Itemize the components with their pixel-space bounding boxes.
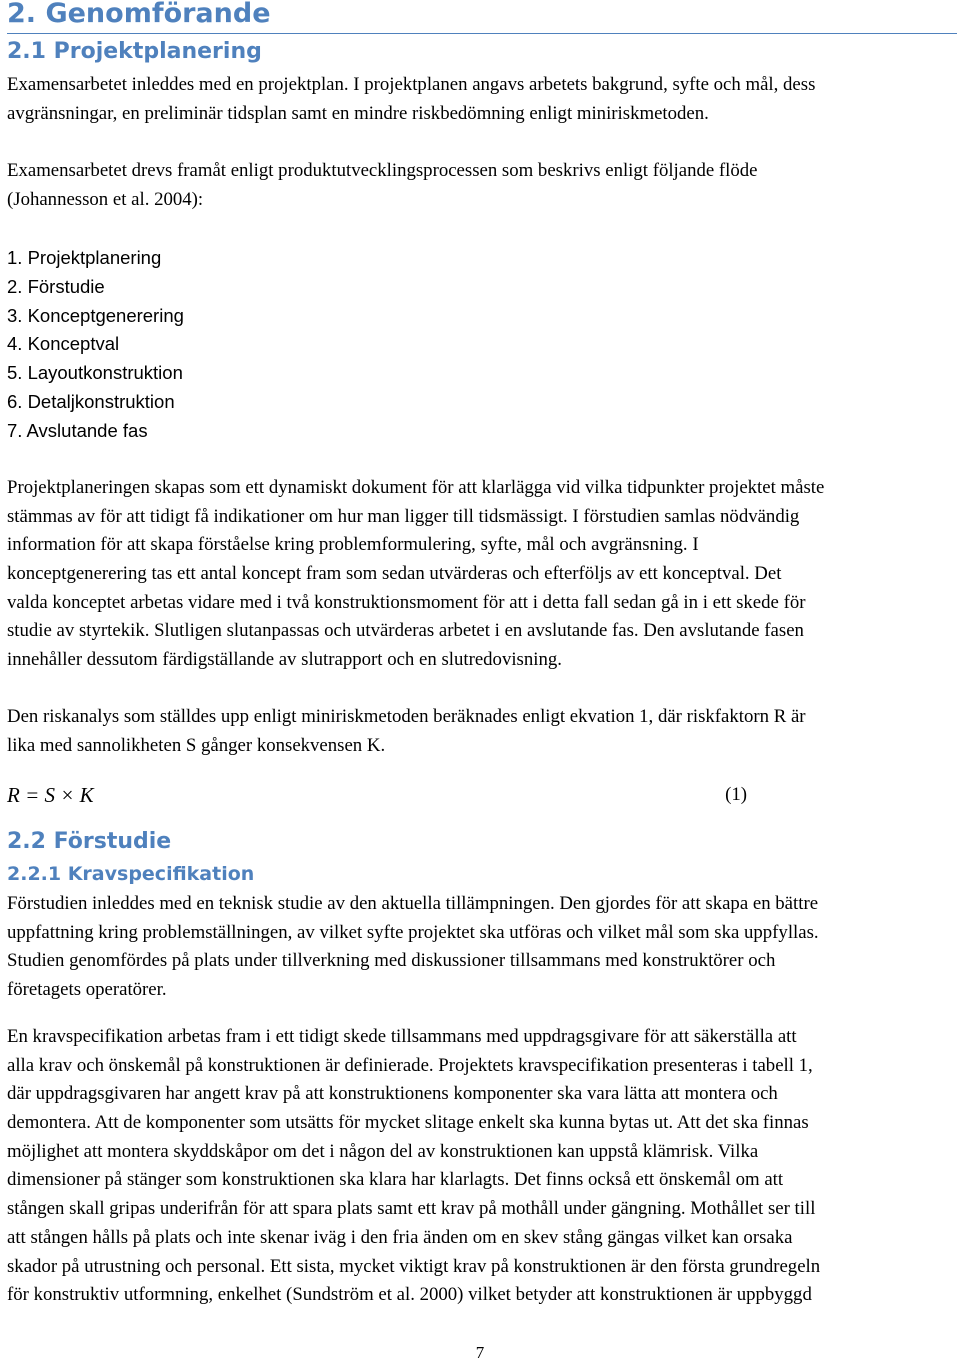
text-line: Projektplaneringen skapas som ett dynamiskt dokument för att klarlägga vid vilka tidpunkter projektet måste — [7, 477, 825, 498]
list-item: 5. Layoutkonstruktion — [7, 362, 183, 384]
text-line: studie av styrtekik. Slutligen slutanpassas och utvärderas arbetet i en avslutande fas. Den avslutande fasen — [7, 620, 804, 642]
text-line: alla krav och önskemål på konstruktionen är definierade. Projektets kravspecifikation presenteras i tabell 1, — [7, 1054, 813, 1076]
text-line: företagets operatörer. — [7, 979, 167, 1001]
list-item: 2. Förstudie — [7, 275, 105, 297]
list-item: 6. Detaljkonstruktion — [7, 390, 175, 412]
text-line: skador på utrustning och personal. Ett sista, mycket viktigt krav på konstruktionen är den första grundregeln — [7, 1255, 821, 1277]
paragraph-process — [7, 157, 957, 214]
text-line: valda konceptet arbetas vidare med i två konstruktionsmoment för att i detta fall sedan gå in i ett skede för — [7, 591, 806, 613]
list-item: 7. Avslutande fas — [7, 419, 148, 441]
text-line: konceptgenerering tas ett antal koncept fram som sedan utvärderas och efterföljs av ett konceptval. Det — [7, 563, 782, 585]
section-heading-forstudie: 2.2 Förstudie — [7, 829, 172, 854]
page-number: 7 — [475, 1343, 485, 1362]
paragraph-kravspecifikation — [7, 1023, 957, 1310]
text-line: uppfattning kring problemställningen, av vilket syfte projektet ska utföras och vilket mål som ska uppfyllas. — [7, 921, 819, 943]
text-line: Den riskanalys som ställdes upp enligt miniriskmetoden beräknades enligt ekvation 1, där riskfaktorn R är — [7, 706, 806, 727]
chapter-heading: 2. Genomförande — [7, 0, 957, 34]
text-line: Studien genomfördes på plats under tillverkning med diskussioner tillsammans med konstruktörer och — [7, 950, 776, 972]
text-line: (Johannesson et al. 2004): — [7, 188, 204, 210]
section-heading-projektplanering: 2.1 Projektplanering — [7, 39, 262, 64]
text-line: Examensarbetet inleddes med en projektplan. I projektplanen angavs arbetets bakgrund, syfte och mål, dess — [7, 74, 816, 95]
list-item: 3. Konceptgenerering — [7, 304, 184, 326]
text-line: stämmas av för att tidigt få indikationer om hur man ligger till tidsmässigt. I förstudien samlas nödvändig — [7, 505, 800, 527]
text-line: Förstudien inleddes med en teknisk studie av den aktuella tillämpningen. Den gjordes för att skapa en bättre — [7, 893, 819, 914]
text-line: avgränsningar, en preliminär tidsplan samt en mindre riskbedömning enligt miniriskmetoden. — [7, 102, 709, 124]
equation-formula: R = S × K — [7, 783, 94, 807]
text-line: lika med sannolikheten S gånger konsekvensen K. — [7, 734, 386, 756]
text-line: där uppdragsgivaren har angett krav på att konstruktionens komponenter ska vara lätta att montera och — [7, 1083, 778, 1105]
text-line: information för att skapa förståelse kring problemformulering, syfte, mål och avgränsning. I — [7, 534, 699, 556]
text-line: En kravspecifikation arbetas fram i ett tidigt skede tillsammans med uppdragsgivare för att säkerställa att — [7, 1026, 797, 1047]
list-item: 1. Projektplanering — [7, 247, 162, 268]
paragraph-planning-description — [7, 474, 957, 675]
text-line: stången skall gripas underifrån för att spara plats samt ett krav på mothåll under gängning. Mothållet ser till — [7, 1198, 816, 1220]
equation-risk — [7, 779, 747, 811]
text-line: att stången hålls på plats och inte skenar iväg i den fria änden om en skev stång gängas vilket kan orsaka — [7, 1226, 793, 1248]
text-line: för konstruktiv utformning, enkelhet (Sundström et al. 2000) vilket betyder att konstruktionen är uppbyggd — [7, 1284, 812, 1306]
paragraph-risk-analysis — [7, 703, 957, 760]
text-line: möjlighet att montera skyddskåpor om det i någon del av konstruktionen kan uppstå klämrisk. Vilka — [7, 1140, 759, 1162]
text-line: innehåller dessutom färdigställande av slutrapport och en slutredovisning. — [7, 649, 562, 671]
subsection-heading-kravspecifikation: 2.2.1 Kravspecifikation — [7, 863, 255, 885]
phase-list — [7, 244, 184, 446]
text-line: Examensarbetet drevs framåt enligt produktutvecklingsprocessen som beskrivs enligt följande flöde — [7, 160, 758, 181]
text-line: dimensioner på stänger som konstruktionen ska klara har klarlagts. Det finns också ett önskemål om att — [7, 1169, 784, 1191]
equation-number: (1) — [725, 784, 747, 805]
paragraph-intro — [7, 71, 957, 128]
text-line: demontera. Att de komponenter som utsätts för mycket slitage enkelt ska kunna bytas ut. Att det ska finnas — [7, 1112, 809, 1134]
paragraph-forstudie — [7, 890, 957, 1005]
list-item: 4. Konceptval — [7, 333, 120, 355]
